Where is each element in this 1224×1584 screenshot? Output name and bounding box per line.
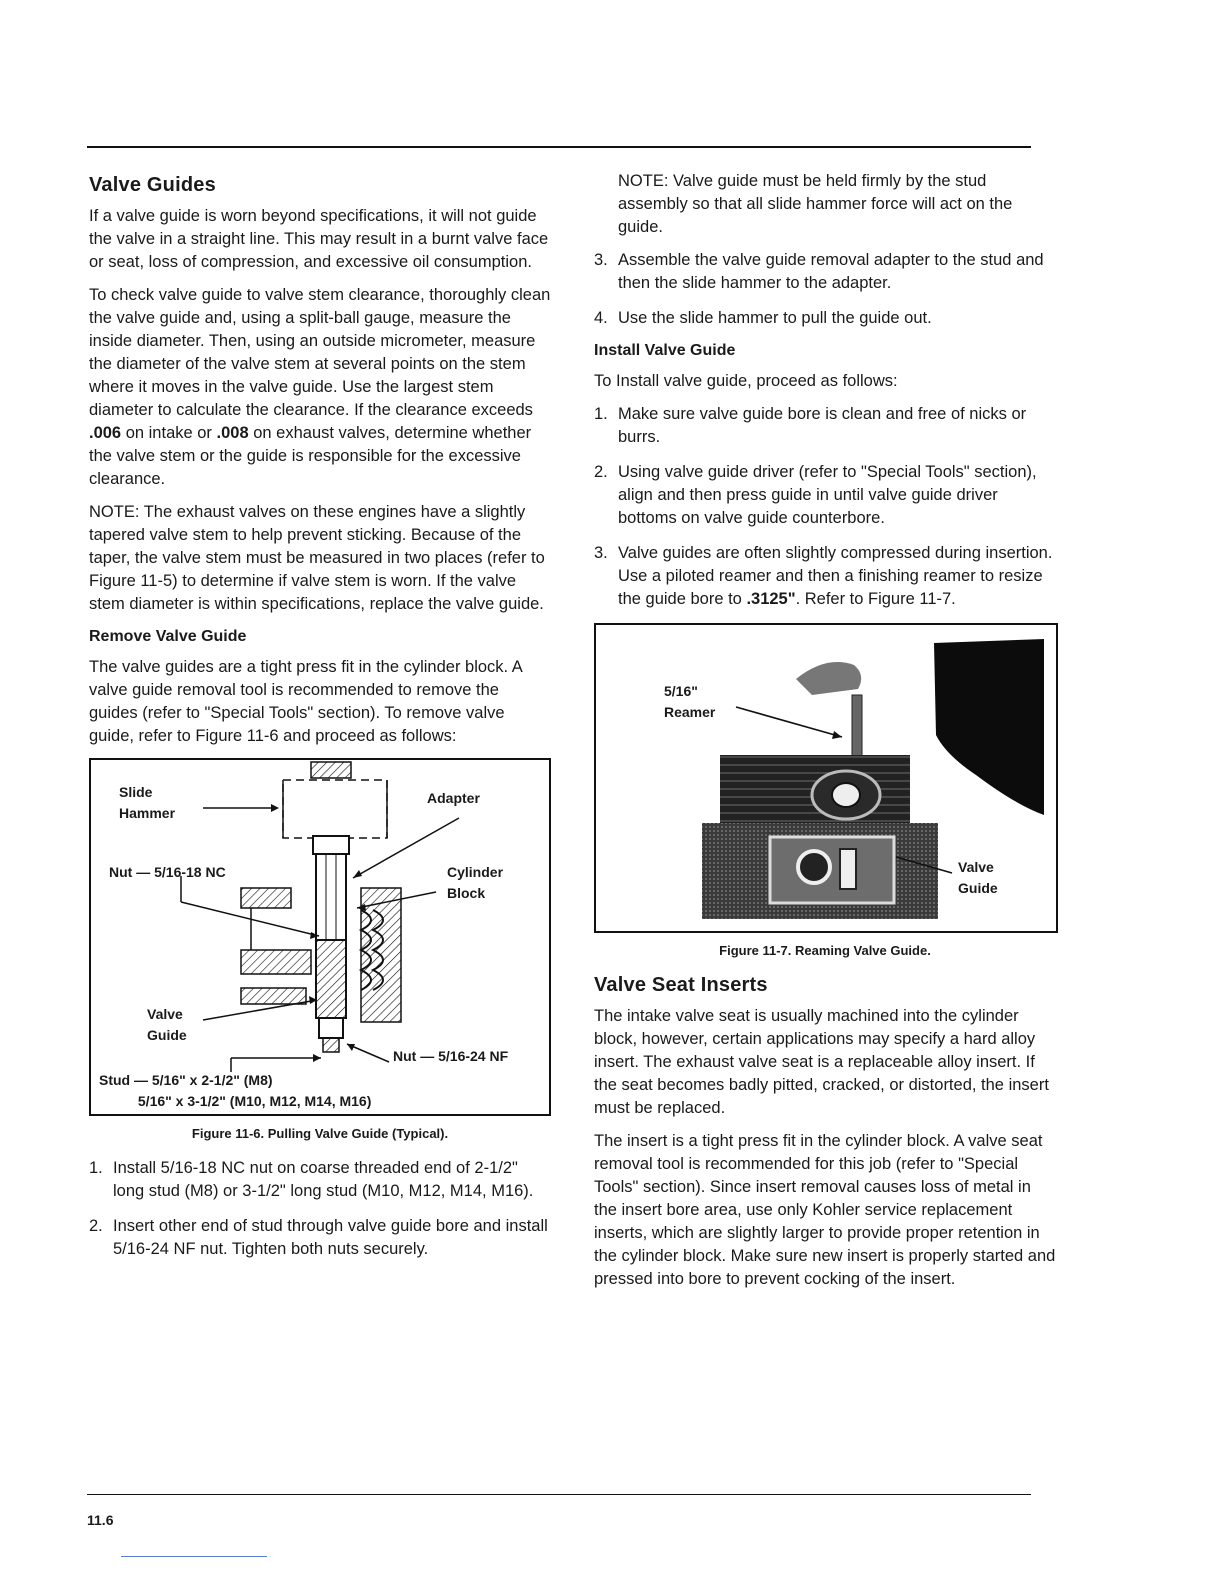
- note-tapered-stem: NOTE: The exhaust valves on these engines have a slightly tapered valve stem to help prevent sticking. Because of the taper, the valve stem must be measured in two places (refer to Figure 11-5) to determine if valve stem is worn. If the valve stem diameter is within specifications, replace the valve guide.: [89, 503, 545, 613]
- figure-pulling-valve-guide: [89, 758, 551, 1116]
- header-rule: [87, 146, 1031, 148]
- list-item: 3. Valve guides are often slightly compressed during insertion. Use a piloted reamer and then a finishing reamer to resize the guide bore to .3125". Refer to Figure 11-7.: [594, 544, 1053, 608]
- subheading-remove-valve-guide: Remove Valve Guide: [89, 628, 247, 645]
- figure-11-7-caption: Figure 11-7. Reaming Valve Guide.: [719, 943, 931, 958]
- note-stud-assembly: NOTE: Valve guide must be held firmly by the stud assembly so that all slide hammer force will act on the guide.: [618, 172, 1013, 236]
- paragraph-worn-guide: If a valve guide is worn beyond specifications, it will not guide the valve in a straight line. This may result in a burnt valve face or seat, loss of compression, and excessive oil consumption.: [89, 207, 549, 271]
- install-steps-list: [594, 403, 1056, 611]
- label-adapter: Adapter: [427, 790, 480, 806]
- left-column: [89, 170, 551, 1273]
- remove-steps-list: [89, 1157, 551, 1261]
- guide-bore-size-value: .3125": [746, 590, 796, 608]
- figure-reaming-valve-guide: [594, 623, 1058, 933]
- label-reamer: 5/16" Reamer: [664, 683, 716, 720]
- figure-11-6-caption: Figure 11-6. Pulling Valve Guide (Typical).: [191, 1126, 449, 1141]
- footer-link-line: [121, 1556, 267, 1557]
- right-column: [594, 170, 1056, 1301]
- list-item: 3. Assemble the valve guide removal adapter to the stud and then the slide hammer to the adapter.: [594, 251, 1044, 292]
- list-item: 4. Use the slide hammer to pull the guide out.: [594, 309, 932, 327]
- paragraph-seat-description: The intake valve seat is usually machined into the cylinder block, however, certain applications may specify a hard alloy insert. The exhaust valve seat is a replaceable alloy insert. If the seat becomes badly pitted, cracked, or distorted, the insert must be replaced.: [594, 1007, 1049, 1117]
- paragraph-install-intro: To Install valve guide, proceed as follows:: [594, 372, 898, 390]
- intake-clearance-value: .006: [89, 424, 122, 442]
- label-valve-guide-right: Valve Guide: [958, 857, 998, 899]
- label-slide-hammer: Slide Hammer: [119, 784, 176, 821]
- footer-rule: [87, 1494, 1031, 1495]
- paragraph-check-clearance: To check valve guide to valve stem clearance, thoroughly clean the valve guide and, using a split-ball gauge, measure the inside diameter. Then, using an outside micrometer, measure the diameter of the valve stem at several points on the stem where it moves in the valve guide. Use the largest stem diameter to calculate the clearance. If the clearance exceeds .006 on intake or .008 on exhaust valves, determine whether the valve stem or the guide is responsible for the excessive clearance.: [89, 286, 551, 488]
- list-item: 1. Make sure valve guide bore is clean and free of nicks or burrs.: [594, 405, 1027, 446]
- section-heading-valve-guides: Valve Guides: [89, 174, 216, 196]
- list-item: 1. Install 5/16-18 NC nut on coarse threaded end of 2-1/2" long stud (M8) or 3-1/2" long stud (M10, M12, M14, M16).: [89, 1159, 534, 1200]
- remove-steps-continued-list: [594, 249, 1056, 330]
- label-cylinder-block: Cylinder Block: [447, 864, 504, 901]
- section-heading-valve-seat-inserts: Valve Seat Inserts: [594, 974, 768, 996]
- list-item: 2. Using valve guide driver (refer to "Special Tools" section), align and then press guide in until valve guide driver bottoms on valve guide counterbore.: [594, 463, 1037, 527]
- exhaust-clearance-value: .008: [216, 424, 249, 442]
- label-nut-nf: Nut — 5/16-24 NF: [393, 1048, 509, 1064]
- label-nut-nc: Nut — 5/16-18 NC: [109, 864, 226, 880]
- label-valve-guide-left: Valve Guide: [147, 1006, 187, 1043]
- list-item: 2. Insert other end of stud through valve guide bore and install 5/16-24 NF nut. Tighten both nuts securely.: [89, 1217, 548, 1258]
- paragraph-press-fit: The valve guides are a tight press fit in the cylinder block. A valve guide removal tool is recommended to remove the guides (refer to "Special Tools" section). To remove valve guide, refer to Figure 11-6 and proceed as follows:: [89, 658, 522, 745]
- label-stud: Stud — 5/16" x 2-1/2" (M8) 5/16" x 3-1/2" (M10, M12, M14, M16): [99, 1072, 372, 1109]
- subheading-install-valve-guide: Install Valve Guide: [594, 342, 736, 359]
- paragraph-seat-replacement: The insert is a tight press fit in the cylinder block. A valve seat removal tool is recommended for this job (refer to "Special Tools" section). Since insert removal causes loss of metal in the insert bore area, use only Kohler service replacement inserts, which are slightly larger to provide proper retention in the cylinder block. Make sure new insert is properly started and pressed into bore to prevent cocking of the insert.: [594, 1132, 1056, 1288]
- page-number: 11.6: [87, 1512, 114, 1528]
